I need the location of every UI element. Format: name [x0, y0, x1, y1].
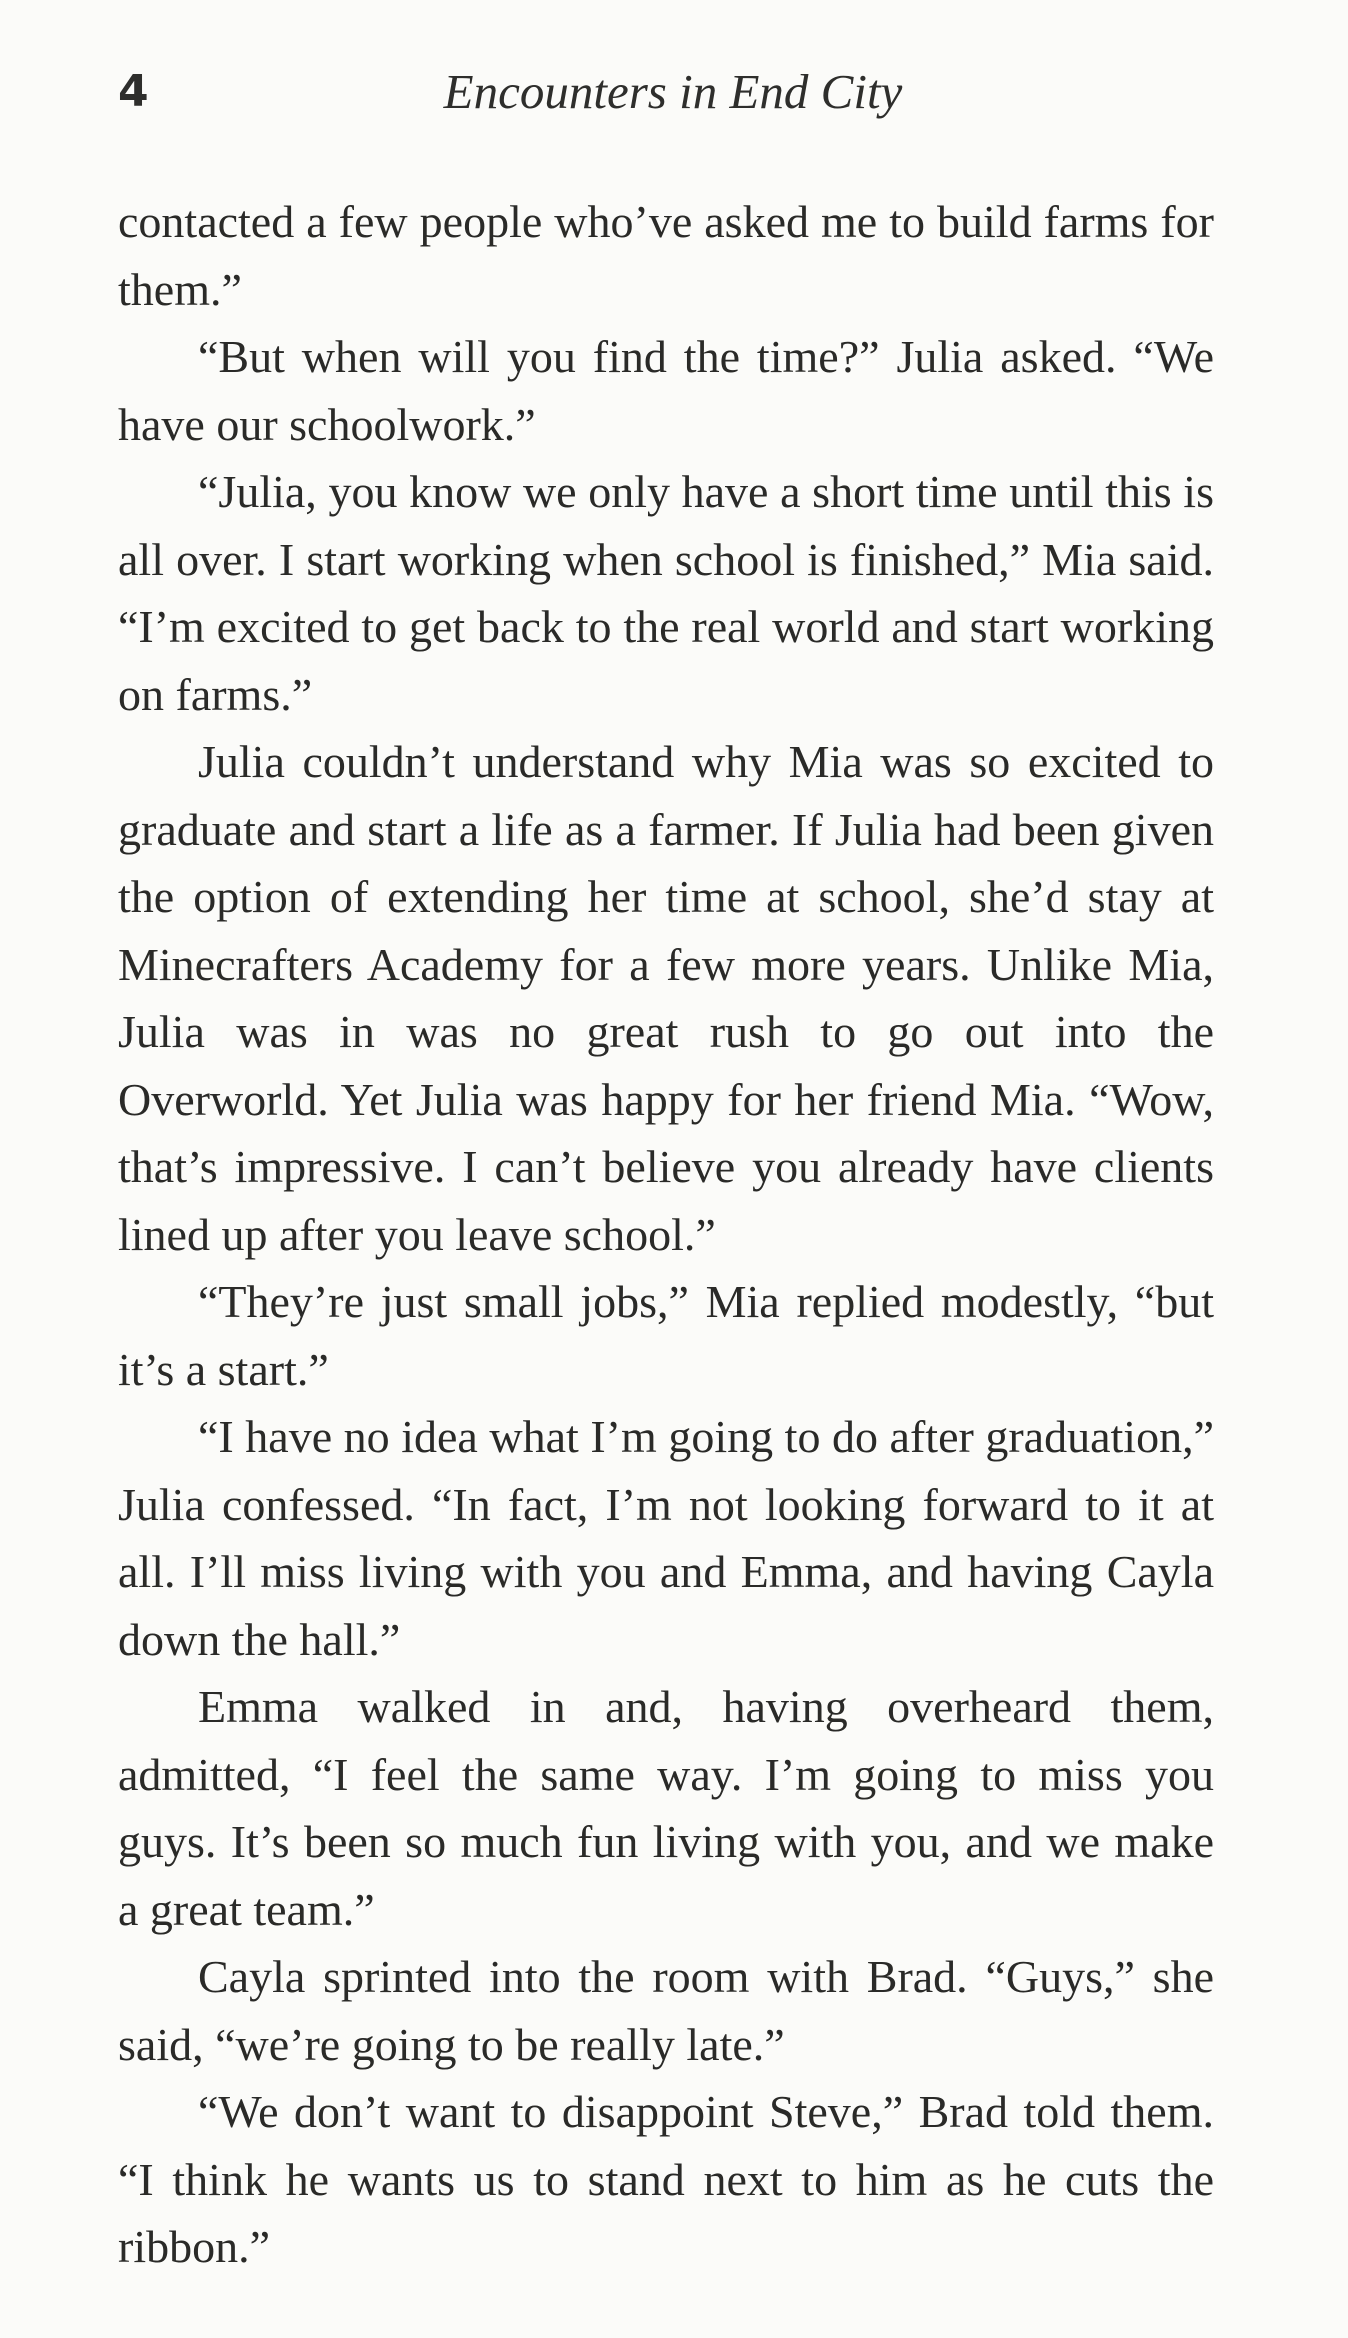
paragraph: Emma walked in and, having overheard them, admitted, “I feel the same way. I’m going to miss you guys. It’s been so much fun living with you, and we make a great team.”: [118, 1681, 1214, 1935]
page-number: 4: [118, 66, 149, 117]
paragraph: “They’re just small jobs,” Mia replied modestly, “but it’s a start.”: [118, 1276, 1214, 1395]
paragraph: Cayla sprinted into the room with Brad. “Guys,” she said, “we’re going to be really late.”: [118, 1951, 1214, 2070]
paragraph: “But when will you find the time?” Julia asked. “We have our schoolwork.”: [118, 331, 1214, 450]
page-header: [118, 54, 1228, 134]
paragraph: “We don’t want to disappoint Steve,” Brad told them. “I think he wants us to stand next to him as he cuts the ribbon.”: [118, 2086, 1214, 2272]
paragraph: “Julia, you know we only have a short time until this is all over. I start working when school is finished,” Mia said. “I’m excited to get back to the real world and start working on farms.”: [118, 466, 1214, 720]
paragraph: Julia couldn’t understand why Mia was so excited to graduate and start a life as a farmer. If Julia had been given the option of extending her time at school, she’d stay at Minecrafters Academy for a few more years. Unlike Mia, Julia was in was no great rush to go out into the Overworld. Yet Julia was happy for her friend Mia. “Wow, that’s impressive. I can’t believe you already have clients lined up after you leave school.”: [118, 736, 1214, 1260]
paragraph: contacted a few people who’ve asked me to build farms for them.”: [118, 196, 1214, 315]
paragraph: “I have no idea what I’m going to do after graduation,” Julia confessed. “In fact, I’m not looking forward to it at all. I’ll miss living with you and Emma, and having Cayla down the hall.”: [118, 1411, 1214, 1665]
body-text: [118, 188, 1214, 2281]
running-title: Encounters in End City: [443, 64, 903, 119]
